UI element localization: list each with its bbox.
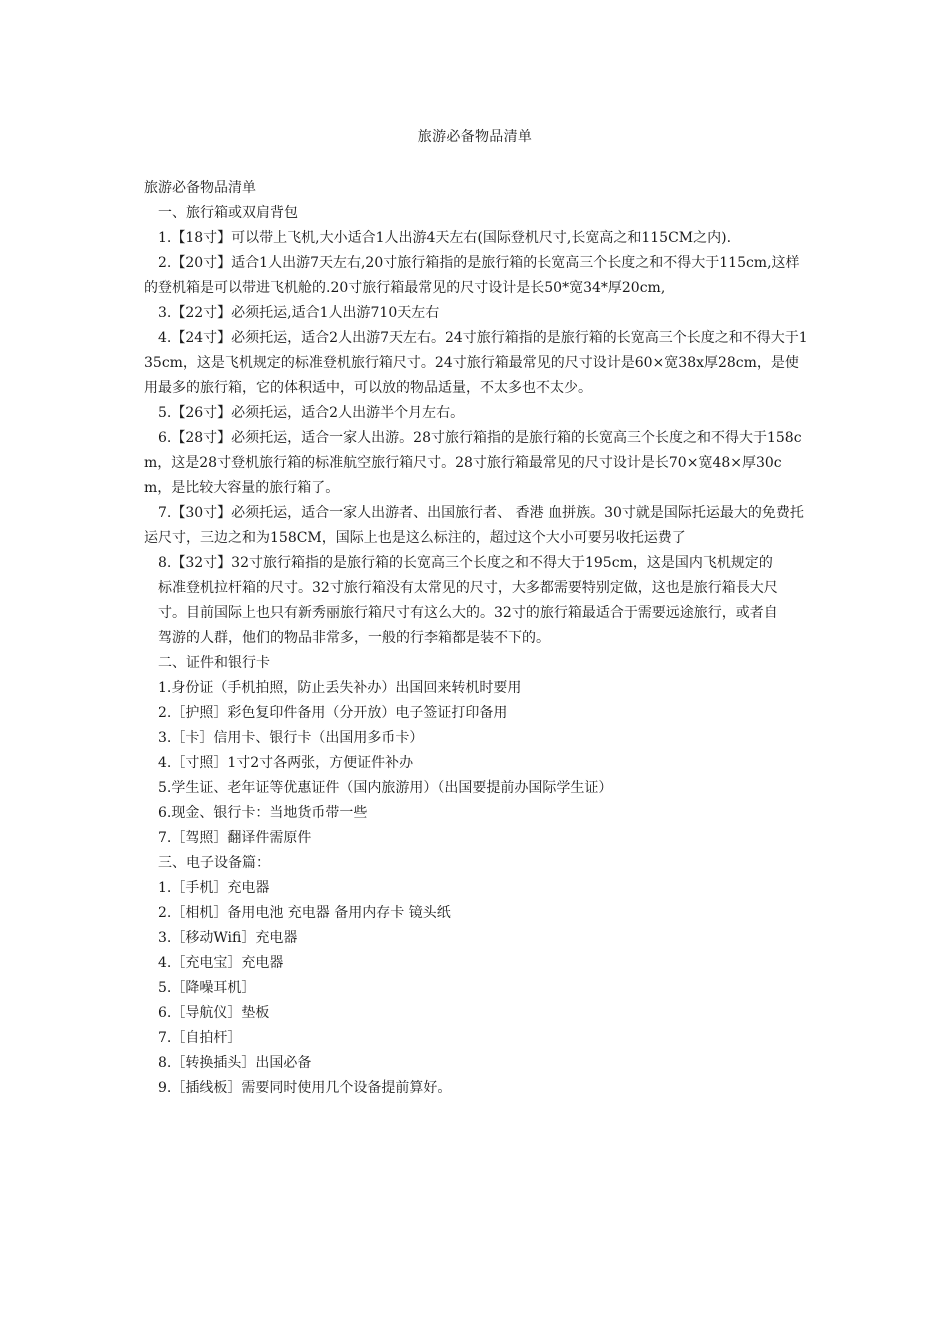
list-item: 8.［转换插头］出国必备 <box>158 1055 312 1071</box>
list-item: 6.【28寸】必须托运，适合一家人出游。28寸旅行箱指的是旅行箱的长宽高三个长度之和不得大于158cm，这是28寸登机旅行箱的标准航空旅行箱尺寸。28寸旅行箱最常见的尺寸设计是长70×宽48×厚30cm，是比较大容量的旅行箱了。 <box>144 430 802 496</box>
list-item: 5.学生证、老年证等优惠证件（国内旅游用）（出国要提前办国际学生证） <box>158 780 613 796</box>
list-item: 5.【26寸】必须托运，适合2人出游半个月左右。 <box>158 405 465 421</box>
list-item: 2.［相机］备用电池 充电器 备用内存卡 镜头纸 <box>158 905 451 921</box>
list-item: 7.［驾照］翻译件需原件 <box>158 830 312 846</box>
list-item: 1.【18寸】可以带上飞机,大小适合1人出游4天左右(国际登机尺寸,长宽高之和115CM之内). <box>158 230 732 246</box>
list-item: 4.［寸照］1寸2寸各两张，方便证件补办 <box>158 755 414 771</box>
list-item: 4.［充电宝］充电器 <box>158 955 284 971</box>
list-item: 3.［卡］信用卡、银行卡（出国用多币卡） <box>158 730 424 746</box>
list-item: 9.［插线板］需要同时使用几个设备提前算好。 <box>158 1080 452 1096</box>
list-item: 7.［自拍杆］ <box>158 1030 242 1046</box>
list-item: 1.身份证（手机拍照，防止丢失补办）出国回来转机时要用 <box>158 680 522 696</box>
list-item: 6.［导航仪］垫板 <box>158 1005 270 1021</box>
list-item: 6.现金、银行卡：当地货币带一些 <box>158 805 368 821</box>
list-item: 1.［手机］充电器 <box>158 880 270 896</box>
list-item: 2.【20寸】适合1人出游7天左右,20寸旅行箱指的是旅行箱的长宽高三个长度之和不得大于115cm,这样的登机箱是可以带进飞机舱的.20寸旅行箱最常见的尺寸设计是长50*宽34*厚20cm, <box>144 255 800 296</box>
list-item-32-inch: 8.【32寸】32寸旅行箱指的是旅行箱的长宽高三个长度之和不得大于195cm，这是国内飞机规定的标准登机拉杆箱的尺寸。32寸旅行箱没有太常见的尺寸，大多都需要特别定做，这也是旅行箱長大尺寸。目前国际上也只有新秀丽旅行箱尺寸有这么大的。32寸的旅行箱最适合于需要远途旅行，或者自驾游的人群，他们的物品非常多，一般的行李箱都是装不下的。 <box>158 555 778 646</box>
list-item: 5.［降噪耳机］ <box>158 980 256 996</box>
list-item: 3.［移动Wifi］充电器 <box>158 930 298 946</box>
section-heading-luggage: 一、旅行箱或双肩背包 <box>158 205 298 221</box>
document-body <box>144 176 808 1101</box>
list-item: 4.【24寸】必须托运，适合2人出游7天左右。24寸旅行箱指的是旅行箱的长宽高三个长度之和不得大于135cm，这是飞机规定的标准登机旅行箱尺寸。24寸旅行箱最常见的尺寸设计是60×宽38x厚28cm，是使用最多的旅行箱，它的体积适中，可以放的物品适量，不太多也不太少。 <box>144 330 808 396</box>
body-heading: 旅游必备物品清单 <box>144 180 256 196</box>
section-heading-documents: 二、证件和银行卡 <box>158 655 270 671</box>
section-heading-electronics: 三、电子设备篇： <box>158 855 270 871</box>
list-item: 7.【30寸】必须托运，适合一家人出游者、出国旅行者、 香港 血拼族。30寸就是国际托运最大的免费托运尺寸，三边之和为158CM，国际上也是这么标注的，超过这个大小可要另收托运费了 <box>144 505 804 546</box>
list-item: 3.【22寸】必须托运,适合1人出游710天左右 <box>158 305 440 321</box>
list-item: 2.［护照］彩色复印件备用（分开放）电子签证打印备用 <box>158 705 508 721</box>
document-title: 旅游必备物品清单 <box>417 129 533 145</box>
